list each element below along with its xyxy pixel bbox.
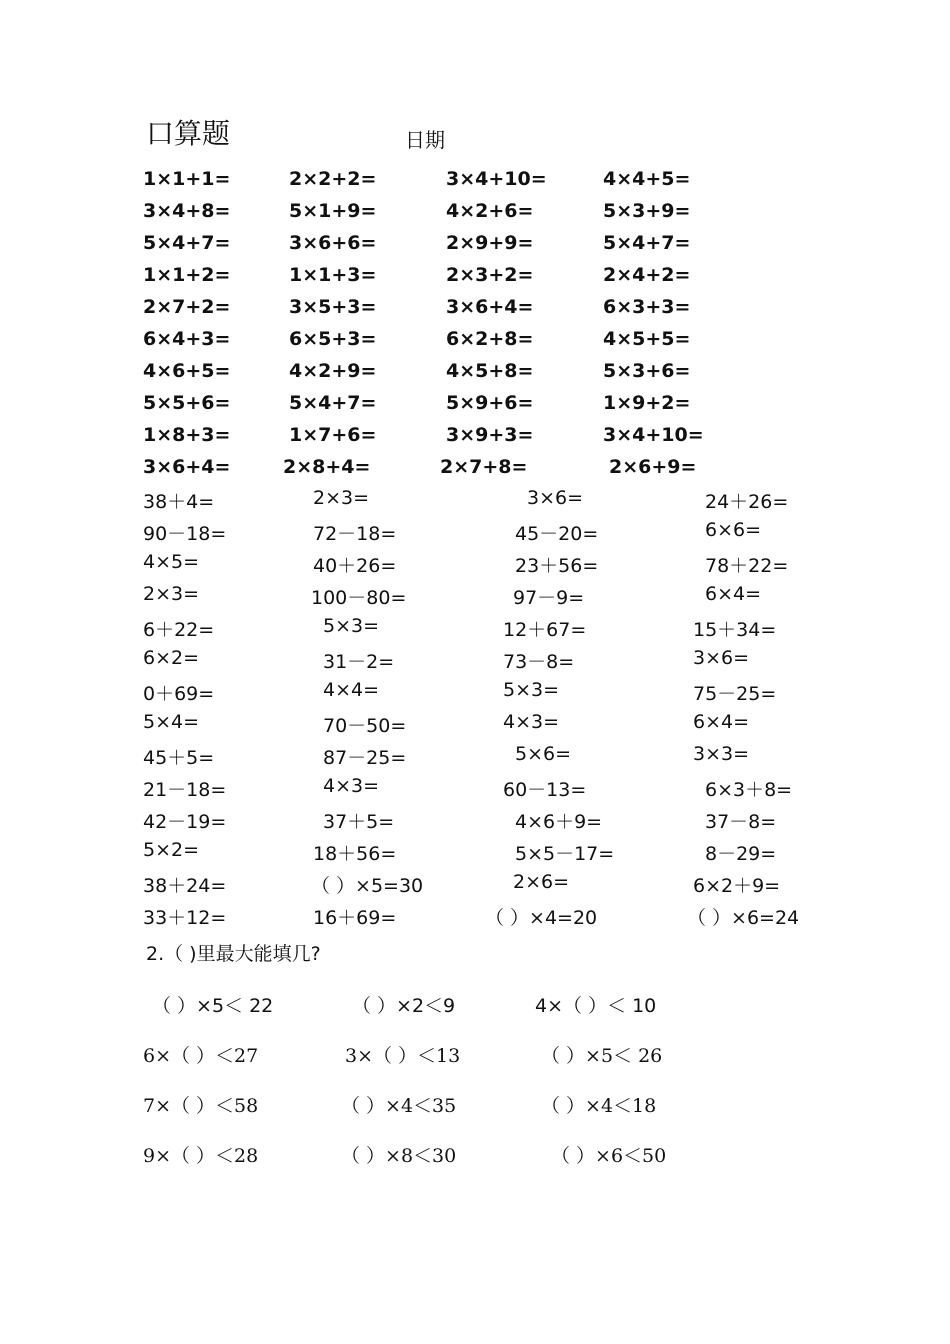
- exercise: 0＋69=: [143, 683, 215, 705]
- exercise: 16＋69=: [313, 907, 397, 929]
- exercise: 5×3=: [503, 679, 560, 701]
- exercise: 3×6=: [693, 647, 750, 669]
- exercise-row: [0, 296, 950, 328]
- exercise: 2×7+8=: [440, 456, 528, 478]
- exercise: 1×1+1=: [143, 168, 231, 190]
- exercise: 5×9+6=: [446, 392, 534, 414]
- exercise: 3×4+10=: [446, 168, 547, 190]
- inequality-row: [0, 1141, 950, 1173]
- inequality: （ ）×4＜35: [341, 1095, 457, 1117]
- exercise: 2×3+2=: [446, 264, 534, 286]
- exercise: 2×4+2=: [603, 264, 691, 286]
- exercise: 40＋26=: [313, 555, 397, 577]
- exercise: 15＋34=: [693, 619, 777, 641]
- exercise: 4×5=: [143, 551, 200, 573]
- exercise: 6×2=: [143, 647, 200, 669]
- exercise: 4×6+5=: [143, 360, 231, 382]
- exercise-row: [0, 360, 950, 392]
- inequality: 4×（ ）＜ 10: [535, 995, 657, 1017]
- exercise: （ ）×5=30: [311, 875, 424, 897]
- exercise: 45－20=: [515, 523, 599, 545]
- exercise-row: [0, 839, 950, 871]
- exercise: 37＋5=: [323, 811, 395, 833]
- exercise: 45＋5=: [143, 747, 215, 769]
- exercise: 2×3=: [313, 487, 370, 509]
- exercise: 6×3+3=: [603, 296, 691, 318]
- exercise: 42－19=: [143, 811, 227, 833]
- exercise: 6＋22=: [143, 619, 215, 641]
- exercise: 5×4+7=: [603, 232, 691, 254]
- inequality: （ ）×2＜9: [352, 995, 456, 1017]
- exercise: 5×4=: [143, 711, 200, 733]
- exercise: 18＋56=: [313, 843, 397, 865]
- exercise-row: [0, 903, 950, 935]
- exercise: 72－18=: [313, 523, 397, 545]
- exercise: 6×2+8=: [446, 328, 534, 350]
- exercise: 38＋24=: [143, 875, 227, 897]
- exercise: 6×4+3=: [143, 328, 231, 350]
- exercise: 31－2=: [323, 651, 395, 673]
- exercise: 24＋26=: [705, 491, 789, 513]
- exercise: 1×1+2=: [143, 264, 231, 286]
- exercise: 60－13=: [503, 779, 587, 801]
- page-title: 口算题: [146, 117, 231, 150]
- exercise-row: [0, 392, 950, 424]
- exercise: 87－25=: [323, 747, 407, 769]
- exercise-row: [0, 775, 950, 807]
- exercise: 4×5+8=: [446, 360, 534, 382]
- exercise: 4×3=: [503, 711, 560, 733]
- inequality: （ ）×5＜ 26: [541, 1045, 663, 1067]
- exercise: 3×9+3=: [446, 424, 534, 446]
- exercise: 3×6+4=: [143, 456, 231, 478]
- inequality: 3×（ ）＜13: [345, 1045, 461, 1067]
- inequality: （ ）×8＜30: [341, 1145, 457, 1167]
- exercise: 21－18=: [143, 779, 227, 801]
- exercise: 5×1+9=: [289, 200, 377, 222]
- exercise: 2×8+4=: [283, 456, 371, 478]
- exercise: 5×6=: [515, 743, 572, 765]
- exercise: 1×7+6=: [289, 424, 377, 446]
- exercise: 5×3+9=: [603, 200, 691, 222]
- exercise: 3×4+10=: [603, 424, 704, 446]
- exercise: 6×4=: [705, 583, 762, 605]
- exercise: 2×3=: [143, 583, 200, 605]
- exercise-row: [0, 551, 950, 583]
- exercise: 38＋4=: [143, 491, 215, 513]
- exercise: 6×2＋9=: [693, 875, 781, 897]
- section-heading: 2.（ )里最大能填几?: [146, 943, 321, 965]
- exercise-row: [0, 424, 950, 456]
- inequality-row: [0, 1041, 950, 1073]
- exercise: 90－18=: [143, 523, 227, 545]
- exercise: 6×5+3=: [289, 328, 377, 350]
- exercise-row: [0, 615, 950, 647]
- exercise: 4×4=: [323, 679, 380, 701]
- exercise: 100－80=: [311, 587, 407, 609]
- exercise: 6×3＋8=: [705, 779, 793, 801]
- exercise: 5×3=: [323, 615, 380, 637]
- inequality-row: [0, 1091, 950, 1123]
- exercise-row: [0, 200, 950, 232]
- exercise: 4×6＋9=: [515, 811, 603, 833]
- exercise: 4×5+5=: [603, 328, 691, 350]
- exercise: 3×5+3=: [289, 296, 377, 318]
- exercise-row: [0, 168, 950, 200]
- exercise: 33＋12=: [143, 907, 227, 929]
- exercise: 4×2+6=: [446, 200, 534, 222]
- exercise: 4×3=: [323, 775, 380, 797]
- exercise: 6×6=: [705, 519, 762, 541]
- exercise: 12＋67=: [503, 619, 587, 641]
- exercise-row: [0, 647, 950, 679]
- exercise-row: [0, 743, 950, 775]
- exercise: 97－9=: [513, 587, 585, 609]
- exercise-row: [0, 679, 950, 711]
- exercise: 6×4=: [693, 711, 750, 733]
- exercise: 3×6+6=: [289, 232, 377, 254]
- inequality: （ ）×5＜ 22: [152, 995, 274, 1017]
- exercise: 1×8+3=: [143, 424, 231, 446]
- exercise-row: [0, 232, 950, 264]
- exercise: （ ）×6=24: [687, 907, 800, 929]
- exercise: （ ）×4=20: [485, 907, 598, 929]
- exercise-row: [0, 487, 950, 519]
- exercise: 3×4+8=: [143, 200, 231, 222]
- exercise: 3×6=: [527, 487, 584, 509]
- date-label: 日期: [405, 128, 445, 152]
- exercise: 5×4+7=: [143, 232, 231, 254]
- exercise-row: [0, 456, 950, 488]
- exercise: 23＋56=: [515, 555, 599, 577]
- exercise-row: [0, 711, 950, 743]
- exercise: 75－25=: [693, 683, 777, 705]
- inequality: （ ）×6＜50: [551, 1145, 667, 1167]
- exercise: 4×2+9=: [289, 360, 377, 382]
- exercise: 37－8=: [705, 811, 777, 833]
- exercise-row: [0, 807, 950, 839]
- exercise: 5×2=: [143, 839, 200, 861]
- exercise: 3×3=: [693, 743, 750, 765]
- exercise: 5×5+6=: [143, 392, 231, 414]
- inequality: 7×（ ）＜58: [143, 1095, 259, 1117]
- inequality: （ ）×4＜18: [541, 1095, 657, 1117]
- exercise: 8－29=: [705, 843, 777, 865]
- exercise: 70－50=: [323, 715, 407, 737]
- exercise: 2×7+2=: [143, 296, 231, 318]
- inequality-row: [0, 991, 950, 1023]
- exercise-row: [0, 328, 950, 360]
- exercise: 1×9+2=: [603, 392, 691, 414]
- exercise: 2×6=: [513, 871, 570, 893]
- exercise: 2×2+2=: [289, 168, 377, 190]
- exercise: 5×4+7=: [289, 392, 377, 414]
- inequality: 9×（ ）＜28: [143, 1145, 259, 1167]
- exercise: 1×1+3=: [289, 264, 377, 286]
- exercise: 4×4+5=: [603, 168, 691, 190]
- exercise: 5×5－17=: [515, 843, 615, 865]
- exercise: 2×9+9=: [446, 232, 534, 254]
- exercise: 5×3+6=: [603, 360, 691, 382]
- exercise-row: [0, 264, 950, 296]
- exercise-row: [0, 871, 950, 903]
- inequality: 6×（ ）＜27: [143, 1045, 259, 1067]
- exercise-row: [0, 583, 950, 615]
- exercise: 73－8=: [503, 651, 575, 673]
- exercise: 78＋22=: [705, 555, 789, 577]
- exercise: 3×6+4=: [446, 296, 534, 318]
- exercise: 2×6+9=: [609, 456, 697, 478]
- exercise-row: [0, 519, 950, 551]
